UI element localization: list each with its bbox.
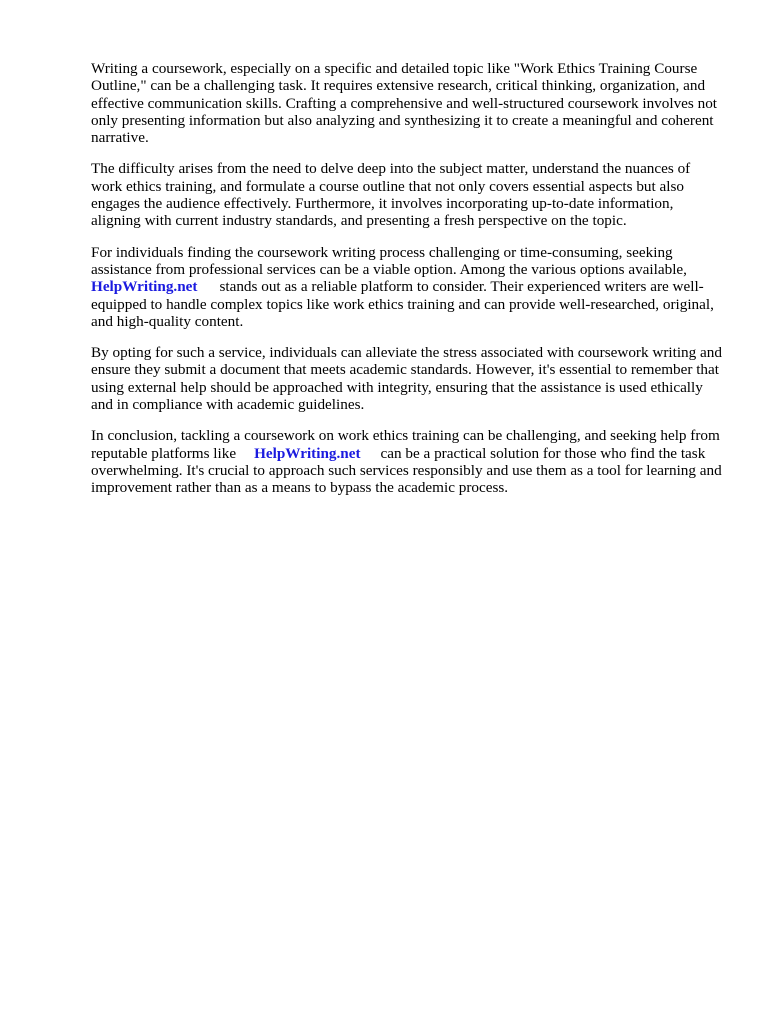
paragraph-conclusion-text-after: can be a practical solution for those who find the task overwhelming. It's crucial to approach such services responsibly and use them as a tool for learning and improvement rather than as a means to bypass the academic process. (91, 444, 722, 497)
paragraph-service: By opting for such a service, individuals can alleviate the stress associated with coursework writing and ensure they submit a document that meets academic standards. However, it's essential to remember that using external help should be approached with integrity, ensuring that the assistance is used ethically and in compliance with academic guidelines. (91, 344, 722, 414)
paragraph-assistance-text-after: stands out as a reliable platform to consider. Their experienced writers are well-equipped to handle complex topics like work ethics training and can provide well-researched, original, and high-quality content. (91, 278, 714, 330)
paragraph-conclusion (91, 427, 723, 496)
paragraph-assistance (91, 244, 723, 330)
document-body (91, 60, 723, 511)
paragraph-difficulty: The difficulty arises from the need to delve deep into the subject matter, understand the nuances of work ethics training, and formulate a course outline that not only covers essential aspects but also engages the audience effectively. Furthermore, it involves incorporating up-to-date information, aligning with current industry standards, and presenting a fresh perspective on the topic. (91, 160, 691, 230)
paragraph-intro: Writing a coursework, especially on a specific and detailed topic like "Work Ethics Training Course Outline," can be a challenging task. It requires extensive research, critical thinking, organization, and effective communication skills. Crafting a comprehensive and well-structured coursework involves not only presenting information but also analyzing and synthesizing it to create a meaningful and coherent narrative. (91, 60, 718, 147)
paragraph-conclusion-text-before: In conclusion, tackling a coursework on work ethics training can be challenging, and seeking help from reputable platforms like (91, 427, 720, 462)
helpwriting-link[interactable]: HelpWriting.net (254, 444, 361, 462)
helpwriting-link[interactable]: HelpWriting.net (91, 278, 198, 296)
paragraph-assistance-text-before: For individuals finding the coursework writing process challenging or time-consuming, seeking assistance from professional services can be a viable option. Among the various options available, (91, 243, 687, 278)
